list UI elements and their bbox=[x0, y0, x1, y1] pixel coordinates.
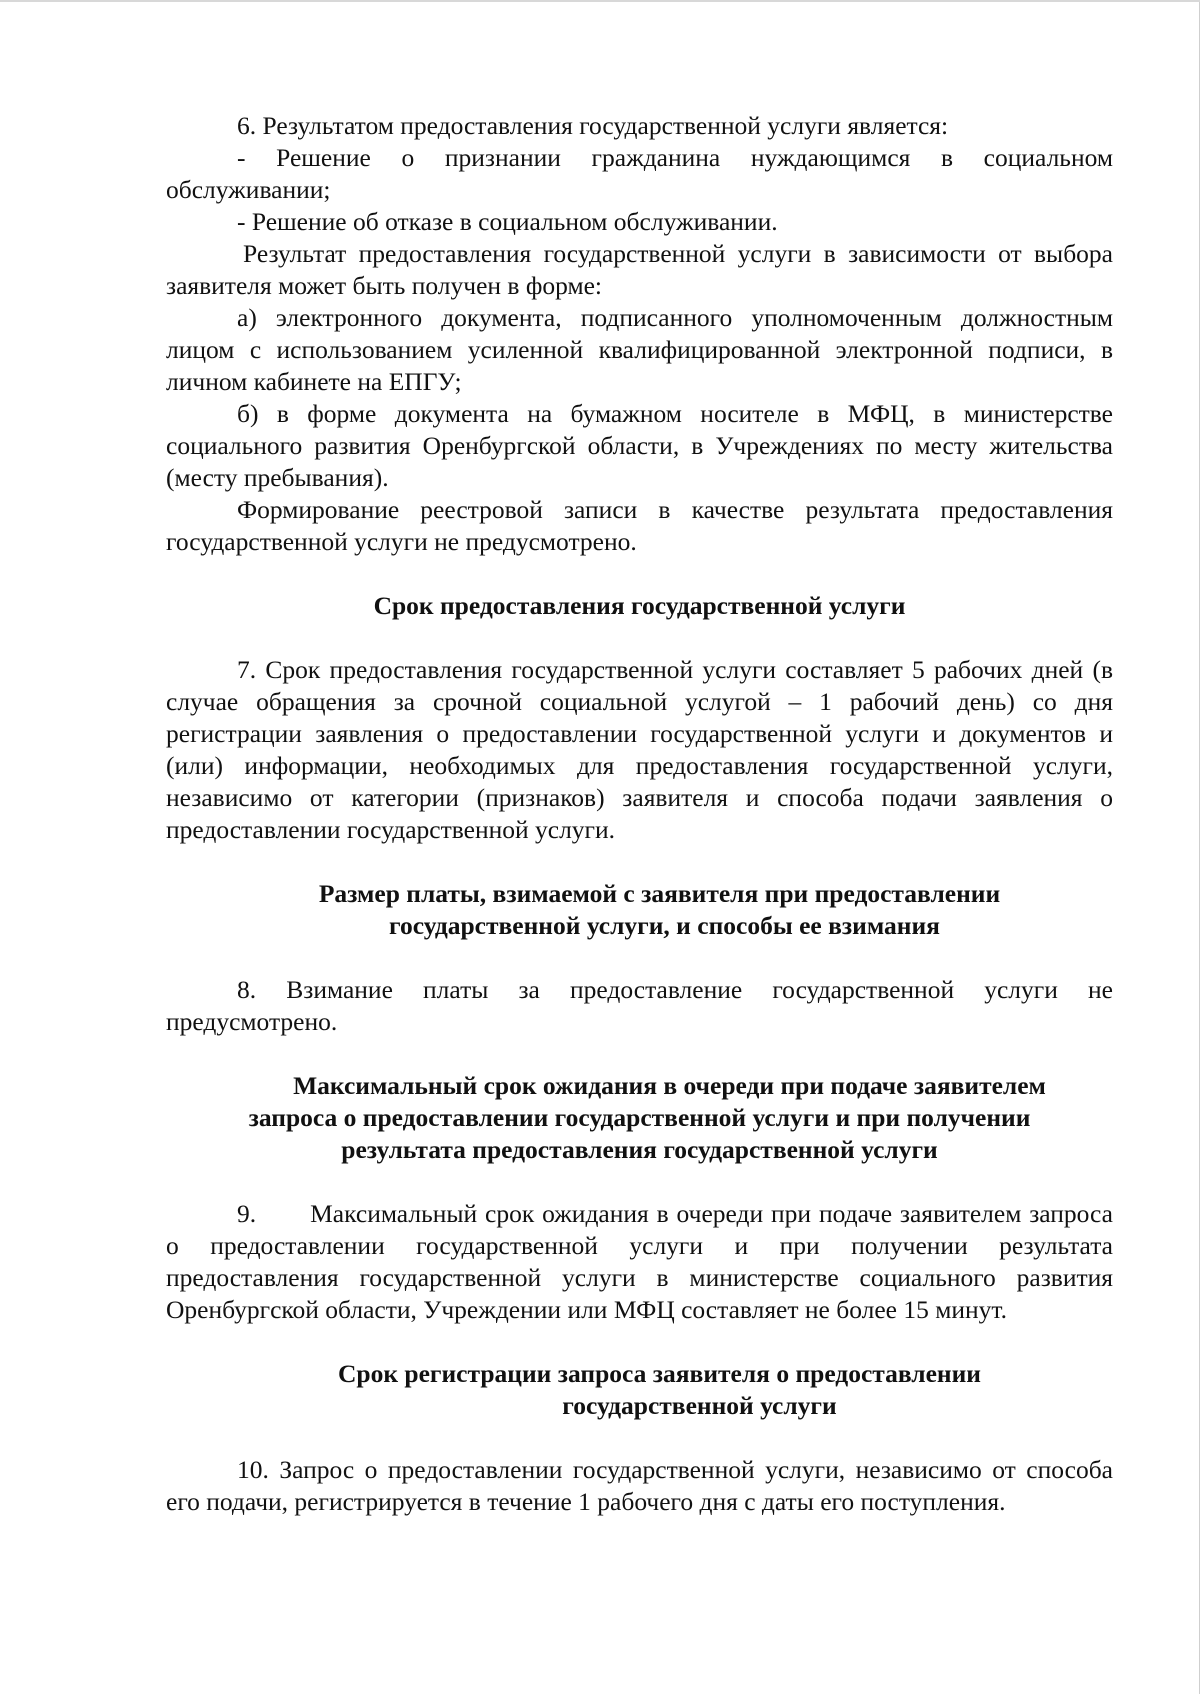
heading-queue-line-3: результата предоставления государственной услуги bbox=[341, 1135, 938, 1164]
spacer bbox=[166, 846, 1113, 878]
heading-fee bbox=[166, 878, 1113, 942]
spacer bbox=[166, 1038, 1113, 1070]
heading-fee-line-1: Размер платы, взимаемой с заявителя при предоставлении bbox=[318, 879, 1001, 908]
heading-fee-line-2: государственной услуги, и способы ее взимания bbox=[389, 911, 940, 940]
paragraph-6-item-2: - Решение об отказе в социальном обслуживании. bbox=[237, 207, 778, 236]
heading-term-line: Срок предоставления государственной услуги bbox=[373, 591, 906, 620]
heading-registration-line-1: Срок регистрации запроса заявителя о предоставлении bbox=[337, 1359, 982, 1388]
spacer bbox=[166, 622, 1113, 654]
paragraph-8: 8. Взимание платы за предоставление государственной услуги не предусмотрено. bbox=[166, 975, 1113, 1036]
paragraph-6-intro: 6. Результатом предоставления государственной услуги является: bbox=[237, 111, 949, 140]
spacer bbox=[166, 1166, 1113, 1198]
paragraph-7: 7. Срок предоставления государственной услуги составляет 5 рабочих дней (в случае обращения за срочной социальной услугой – 1 рабочий день) со дня регистрации заявления о предоставлении государственной услуги и документов и (или) информации, необходимых для предоставления государственной услуги, независимо от категории (признаков) заявителя и способа подачи заявления о предоставлении государственной услуги. bbox=[166, 655, 1113, 844]
heading-queue bbox=[166, 1070, 1113, 1166]
paragraph-9-number: 9. bbox=[237, 1199, 257, 1228]
paragraph-6-result-form: Результат предоставления государственной услуги в зависимости от выбора заявителя может быть получен в форме: bbox=[166, 239, 1113, 300]
spacer bbox=[166, 942, 1113, 974]
heading-registration bbox=[166, 1358, 1113, 1422]
paragraph-9-text: Максимальный срок ожидания в очереди при подаче заявителем запроса о предоставлении государственной услуги и при получении результата предоставления государственной услуги в министерстве социального развития Оренбургской области, Учреждении или МФЦ составляет не более 15 минут. bbox=[166, 1199, 1113, 1324]
paragraph-6-option-b: б) в форме документа на бумажном носителе в МФЦ, в министерстве социального развития Оренбургской области, в Учреждениях по месту жительства (месту пребывания). bbox=[166, 399, 1113, 492]
page-top-edge bbox=[0, 0, 1200, 2]
spacer bbox=[166, 558, 1113, 590]
heading-term bbox=[166, 590, 1113, 622]
document-body bbox=[166, 110, 1113, 1518]
paragraph-9 bbox=[166, 1198, 1113, 1326]
heading-registration-line-2: государственной услуги bbox=[562, 1391, 837, 1420]
paragraph-6-option-a: а) электронного документа, подписанного уполномоченным должностным лицом с использованием усиленной квалифицированной электронной подписи, в личном кабинете на ЕПГУ; bbox=[166, 303, 1113, 396]
heading-queue-line-1: Максимальный срок ожидания в очереди при подаче заявителем bbox=[293, 1071, 1046, 1100]
paragraph-6-item-1: - Решение о признании гражданина нуждающимся в социальном обслуживании; bbox=[166, 143, 1113, 204]
paragraph-10: 10. Запрос о предоставлении государственной услуги, независимо от способа его подачи, регистрируется в течение 1 рабочего дня с даты его поступления. bbox=[166, 1455, 1113, 1516]
paragraph-6-registry: Формирование реестровой записи в качестве результата предоставления государственной услуги не предусмотрено. bbox=[166, 495, 1113, 556]
spacer bbox=[166, 1422, 1113, 1454]
spacer bbox=[166, 1326, 1113, 1358]
heading-queue-line-2: запроса о предоставлении государственной услуги и при получении bbox=[248, 1103, 1031, 1132]
